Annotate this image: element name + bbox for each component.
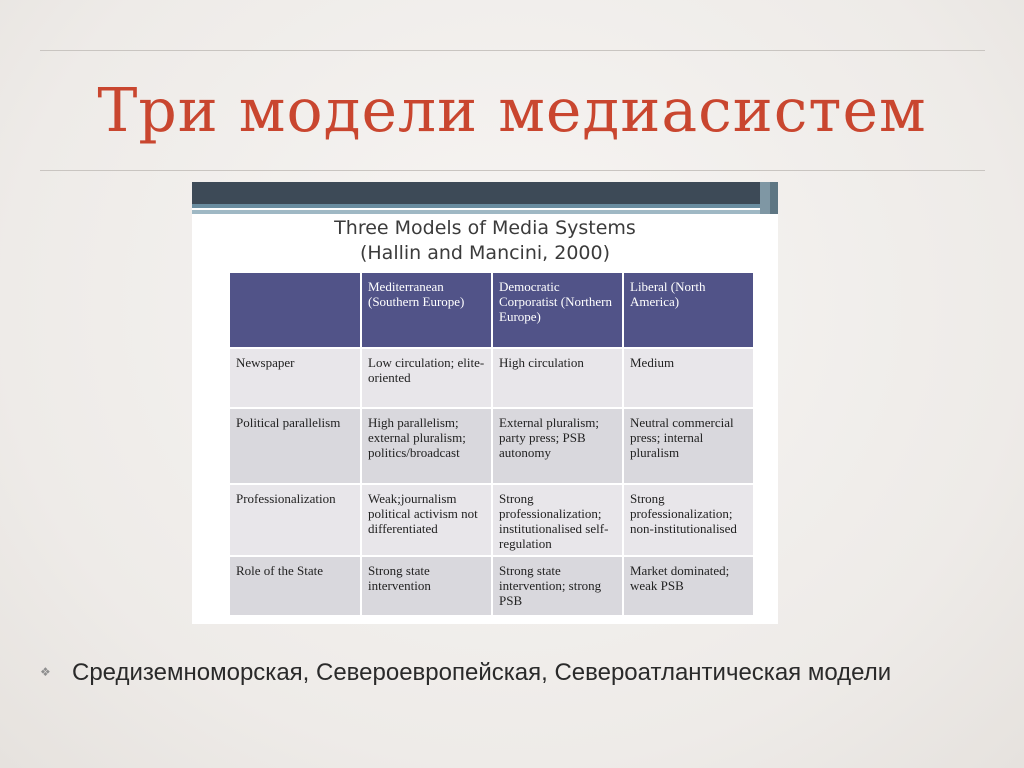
title-divider xyxy=(40,170,985,171)
table-row xyxy=(230,408,754,484)
table-cell: Weak;journalism political activism not differentiated xyxy=(361,484,492,556)
table-cell: Strong state intervention; strong PSB xyxy=(492,556,623,616)
embedded-table-image xyxy=(192,182,778,624)
table-header-cell: Liberal (North America) xyxy=(623,273,754,348)
row-label-cell: Political parallelism xyxy=(230,408,361,484)
table-cell: Strong state intervention xyxy=(361,556,492,616)
table-header-row xyxy=(230,273,754,348)
table-cell: Strong professionalization; institutionalised self-regulation xyxy=(492,484,623,556)
table-cell: Neutral commercial press; internal pluralism xyxy=(623,408,754,484)
table-cell: Medium xyxy=(623,348,754,408)
media-models-table xyxy=(230,273,755,617)
table-row xyxy=(230,556,754,616)
table-row xyxy=(230,348,754,408)
table-cell: High parallelism; external pluralism; politics/broadcast xyxy=(361,408,492,484)
top-divider xyxy=(40,50,985,51)
table-row xyxy=(230,484,754,556)
table-cell: Low circulation; elite-oriented xyxy=(361,348,492,408)
table-header-cell: Mediterranean (Southern Europe) xyxy=(361,273,492,348)
table-cell: Strong professionalization; non-institutionalised xyxy=(623,484,754,556)
figure-title xyxy=(192,216,778,266)
row-label-cell: Role of the State xyxy=(230,556,361,616)
figure-title-line1: Three Models of Media Systems xyxy=(334,217,636,239)
table-cell: External pluralism; party press; PSB autonomy xyxy=(492,408,623,484)
table-header-cell xyxy=(230,273,361,348)
figure-header-bar xyxy=(192,182,778,204)
figure-title-line2: (Hallin and Mancini, 2000) xyxy=(359,242,610,264)
table-cell: High circulation xyxy=(492,348,623,408)
table-cell: Market dominated; weak PSB xyxy=(623,556,754,616)
bullet-text: Средиземноморская, Североевропейская, Североатлантическая модели xyxy=(72,659,892,686)
slide-title: Три модели медиасистем xyxy=(97,76,927,146)
diamond-bullet-icon: ❖ xyxy=(40,665,51,679)
row-label-cell: Professionalization xyxy=(230,484,361,556)
table-header-cell: Democratic Corporatist (Northern Europe) xyxy=(492,273,623,348)
figure-stripe xyxy=(192,204,778,208)
row-label-cell: Newspaper xyxy=(230,348,361,408)
